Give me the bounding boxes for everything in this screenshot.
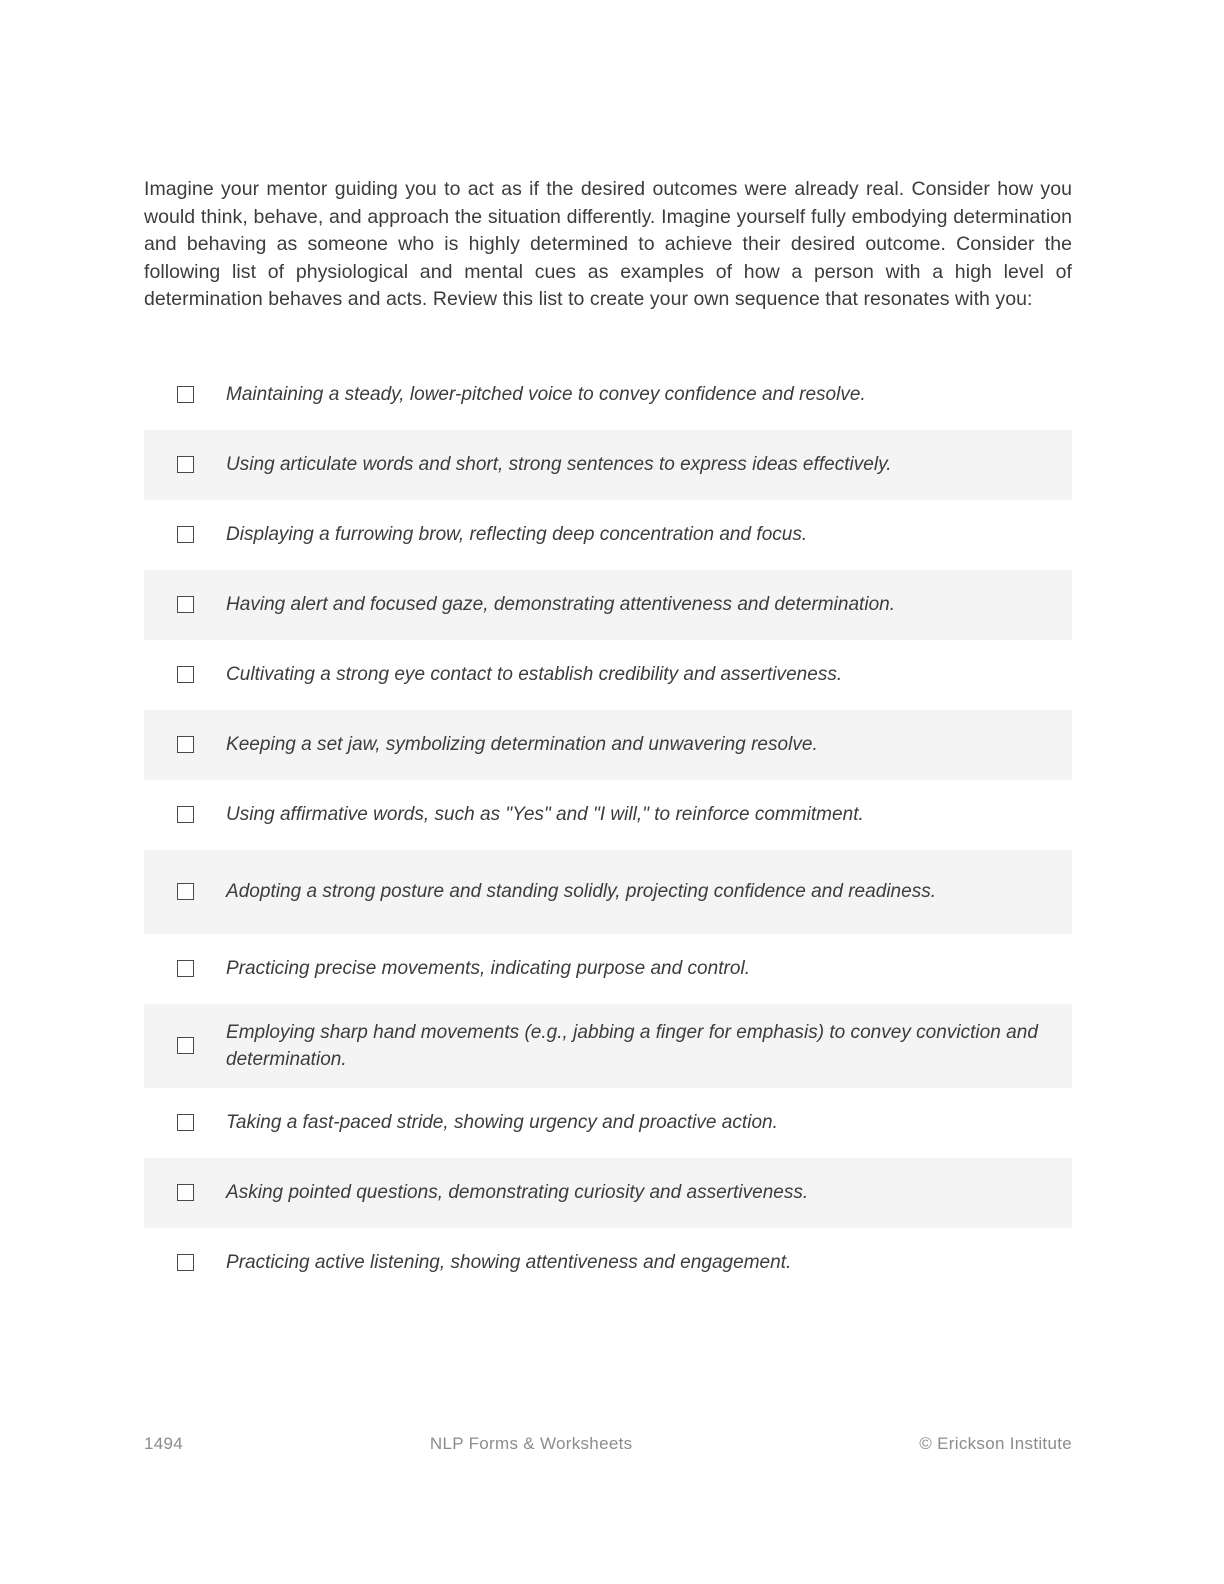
checkbox-cell[interactable] (144, 960, 226, 977)
checkbox-icon[interactable] (177, 386, 194, 403)
cue-checklist (144, 360, 1072, 1298)
checklist-row[interactable] (144, 710, 1072, 780)
checklist-item-label: Practicing precise movements, indicating purpose and control. (226, 958, 750, 979)
checklist-row[interactable] (144, 1088, 1072, 1158)
checklist-item-label: Practicing active listening, showing attentiveness and engagement. (226, 1252, 792, 1273)
checkbox-icon[interactable] (177, 596, 194, 613)
checkbox-cell[interactable] (144, 386, 226, 403)
checklist-row[interactable] (144, 1228, 1072, 1298)
checkbox-cell[interactable] (144, 1037, 226, 1054)
checklist-item-label: Employing sharp hand movements (e.g., jabbing a finger for emphasis) to convey conviction and determination. (226, 1021, 1038, 1070)
checklist-row[interactable] (144, 934, 1072, 1004)
checklist-item-label: Cultivating a strong eye contact to establish credibility and assertiveness. (226, 664, 843, 685)
checklist-item-label: Using articulate words and short, strong sentences to express ideas effectively. (226, 454, 892, 475)
checkbox-icon[interactable] (177, 960, 194, 977)
checkbox-icon[interactable] (177, 456, 194, 473)
checklist-item-label: Maintaining a steady, lower-pitched voice to convey confidence and resolve. (226, 384, 866, 405)
checkbox-cell[interactable] (144, 806, 226, 823)
checkbox-icon[interactable] (177, 883, 194, 900)
footer-title: NLP Forms & Worksheets (429, 1434, 633, 1453)
checkbox-icon[interactable] (177, 736, 194, 753)
checklist-item-label: Taking a fast-paced stride, showing urgency and proactive action. (226, 1112, 778, 1133)
checkbox-cell[interactable] (144, 736, 226, 753)
checklist-row[interactable] (144, 1158, 1072, 1228)
checklist-row[interactable] (144, 430, 1072, 500)
checkbox-icon[interactable] (177, 1254, 194, 1271)
page-footer (144, 1434, 1072, 1454)
checkbox-cell[interactable] (144, 1254, 226, 1271)
footer-page-number: 1494 (144, 1434, 184, 1453)
checklist-item-label: Adopting a strong posture and standing solidly, projecting confidence and readiness. (226, 881, 937, 902)
checkbox-cell[interactable] (144, 526, 226, 543)
checkbox-icon[interactable] (177, 1114, 194, 1131)
checkbox-cell[interactable] (144, 666, 226, 683)
checkbox-cell[interactable] (144, 1184, 226, 1201)
checklist-row[interactable] (144, 1004, 1072, 1088)
checklist-row[interactable] (144, 640, 1072, 710)
checkbox-cell[interactable] (144, 596, 226, 613)
checkbox-cell[interactable] (144, 883, 226, 900)
checklist-row[interactable] (144, 780, 1072, 850)
checklist-row[interactable] (144, 360, 1072, 430)
intro-paragraph: Imagine your mentor guiding you to act as if the desired outcomes were already real. Consider how you would think, behave, and approach the situation differently. Imagine yourself fully embodying determination and behaving as someone who is highly determined to achieve their desired outcome. Consider the following list of physiological and mental cues as examples of how a person with a high level of determination behaves and acts. Review this list to create your own sequence that resonates with you: (144, 178, 1072, 310)
checkbox-icon[interactable] (177, 1037, 194, 1054)
checklist-item-label: Displaying a furrowing brow, reflecting deep concentration and focus. (226, 524, 808, 545)
page-content (144, 176, 1072, 1298)
checkbox-icon[interactable] (177, 666, 194, 683)
checklist-item-label: Using affirmative words, such as "Yes" and "I will," to reinforce commitment. (226, 804, 864, 825)
checkbox-icon[interactable] (177, 806, 194, 823)
checkbox-cell[interactable] (144, 1114, 226, 1131)
checkbox-cell[interactable] (144, 456, 226, 473)
checklist-item-label: Having alert and focused gaze, demonstrating attentiveness and determination. (226, 594, 896, 615)
checkbox-icon[interactable] (177, 1184, 194, 1201)
checklist-row[interactable] (144, 850, 1072, 934)
checklist-item-label: Asking pointed questions, demonstrating curiosity and assertiveness. (226, 1182, 809, 1203)
checklist-row[interactable] (144, 500, 1072, 570)
checklist-item-label: Keeping a set jaw, symbolizing determination and unwavering resolve. (226, 734, 818, 755)
footer-copyright: © Erickson Institute (919, 1434, 1072, 1453)
checkbox-icon[interactable] (177, 526, 194, 543)
checklist-row[interactable] (144, 570, 1072, 640)
